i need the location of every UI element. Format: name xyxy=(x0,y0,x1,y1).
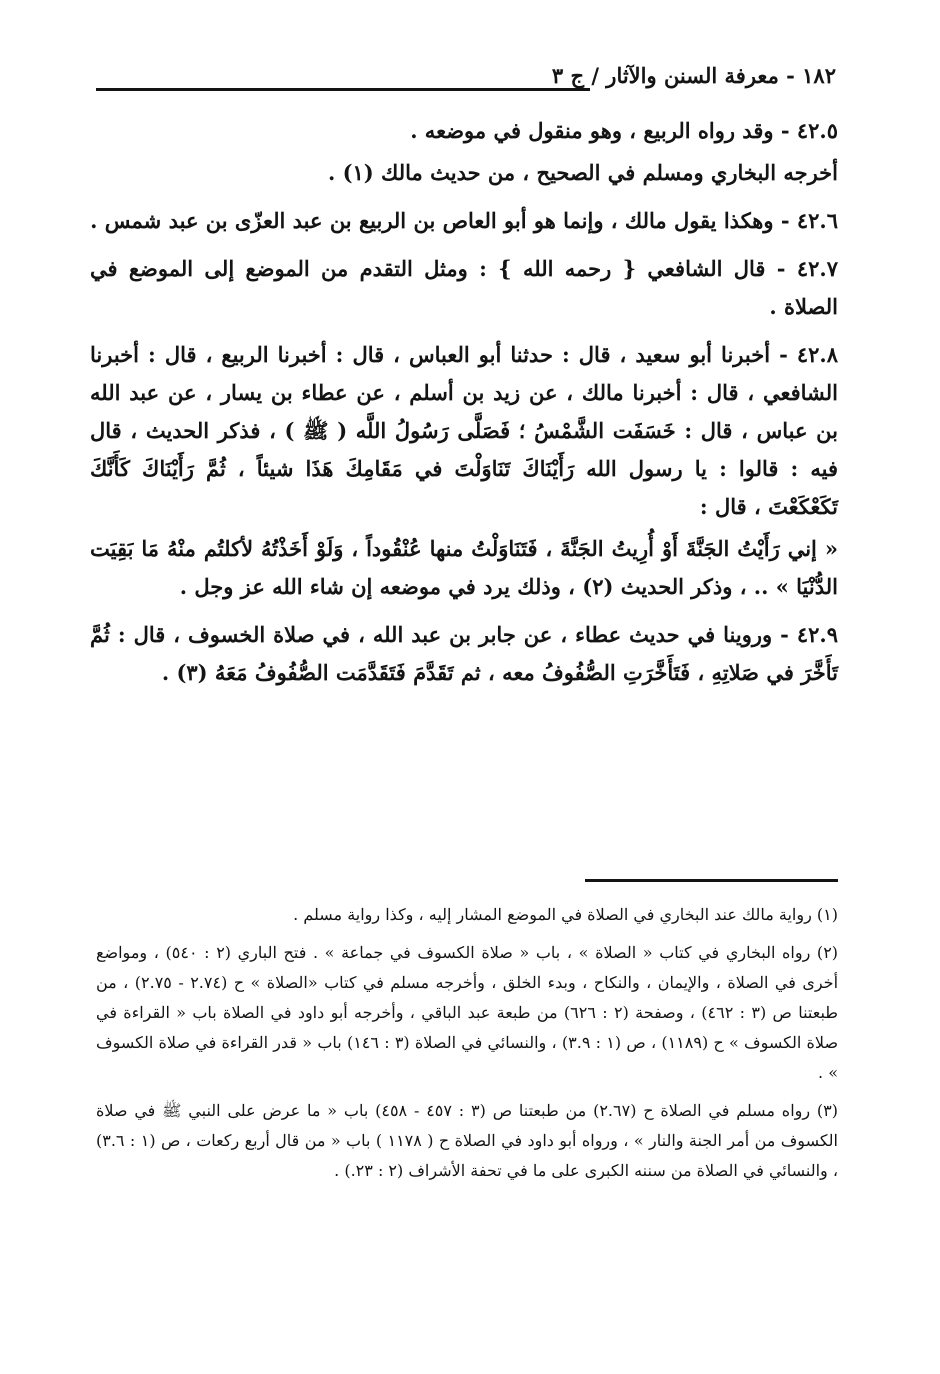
paragraph-42-6: ٤٢.٦ - وهكذا يقول مالك ، وإنما هو أبو العاص بن الربيع بن عبد العزّى بن عبد شمس . xyxy=(90,208,838,233)
running-header: ١٨٢ - معرفة السنن والآثار / ج ٣ xyxy=(551,63,836,88)
header-rule xyxy=(96,88,590,91)
footnote-1: (١) رواية مالك عند البخاري في الصلاة في الموضع المشار إليه ، وكذا رواية مسلم . xyxy=(293,905,838,924)
footnote-2: (٢) رواه البخاري في كتاب « الصلاة » ، باب « صلاة الكسوف في جماعة » . فتح الباري (٢ : ٥٤٠) ، ومواضع أخرى في الصلاة ، والإيمان ، والنكاح ، وبدء الخلق ، وأخرجه مسلم في كتاب «الصلاة » ح (٢.٧٤ - ٢.٧٥) ، من طبعتنا ص (٣ : ٤٦٢) ، وصفحة (٢ : ٦٢٦) من طبعة عبد الباقي ، وأخرجه أبو داود في الصلاة باب « القراءة في صلاة الكسوف » ح (١١٨٩) ، ص (١ : ٣.٩) ، والنسائي في الصلاة (٣ : ١٤٦) باب « قدر القراءة في صلاة الكسوف » . xyxy=(96,943,839,1082)
paragraph-42-8: ٤٢.٨ - أخبرنا أبو سعيد ، قال : حدثنا أبو العباس ، قال : أخبرنا الربيع ، قال : أخبرنا الشافعي ، قال : أخبرنا مالك ، عن زيد بن أسلم ، عن عطاء بن يسار ، عن عبد الله بن عباس ، قال : خَسَفَت الشَّمْسُ ؛ فَصَلَّى رَسُولُ اللَّه ( ﷺ ) ، فذكر الحديث ، قال فيه : قالوا : يا رسول الله رَأَيْنَاكَ تَنَاوَلْتَ في مَقَامِكَ هَذَا شيئاً ، ثُمَّ رَأَيْنَاكَ كَأَنَّكَ تَكَعْكَعْتَ ، قال : xyxy=(90,342,838,519)
paragraph-takhrij: أخرجه البخاري ومسلم في الصحيح ، من حديث مالك (١) . xyxy=(327,160,838,185)
main-text xyxy=(90,112,838,702)
paragraph-42-9: ٤٢.٩ - وروينا في حديث عطاء ، عن جابر بن عبد الله ، في صلاة الخسوف ، قال : ثُمَّ تَأَخَّرَ في صَلاتِهِ ، فَتَأَخَّرَتِ الصُّفُوفُ معه ، ثم تَقَدَّمَ فَتَقَدَّمَت الصُّفُوفُ مَعَهُ (٣) . xyxy=(90,622,838,685)
footnotes xyxy=(96,900,838,1194)
paragraph-42-5: ٤٢.٥ - وقد رواه الربيع ، وهو منقول في موضعه . xyxy=(410,118,838,143)
footnote-rule xyxy=(585,879,838,882)
paragraph-hadith-quote: « إني رَأَيْتُ الجَنَّةَ أَوْ أُرِيتُ الجَنَّةَ ، فَتَنَاوَلْتُ منها عُنْقُوداً ، وَلَوْ أَخَذْتُهُ لأكلتُم منْهُ مَا بَقِيَت الدُّنْيَا » .. ، وذكر الحديث (٢) ، وذلك يرد في موضعه إن شاء الله عز وجل . xyxy=(90,536,838,599)
footnote-3: (٣) رواه مسلم في الصلاة ح (٢.٦٧) من طبعتنا ص (٣ : ٤٥٧ - ٤٥٨) باب « ما عرض على النبي ﷺ في صلاة الكسوف من أمر الجنة والنار » ، ورواه أبو داود في الصلاة ح ( ١١٧٨ ) باب « من قال أربع ركعات ، ص (١ : ٣.٦) ، والنسائي في الصلاة من سننه الكبرى على ما في تحفة الأشراف (٢ : ٢٣.) . xyxy=(96,1101,839,1180)
paragraph-42-7: ٤٢.٧ - قال الشافعي { رحمه الله } : ومثل التقدم من الموضع إلى الموضع في الصلاة . xyxy=(90,256,838,319)
